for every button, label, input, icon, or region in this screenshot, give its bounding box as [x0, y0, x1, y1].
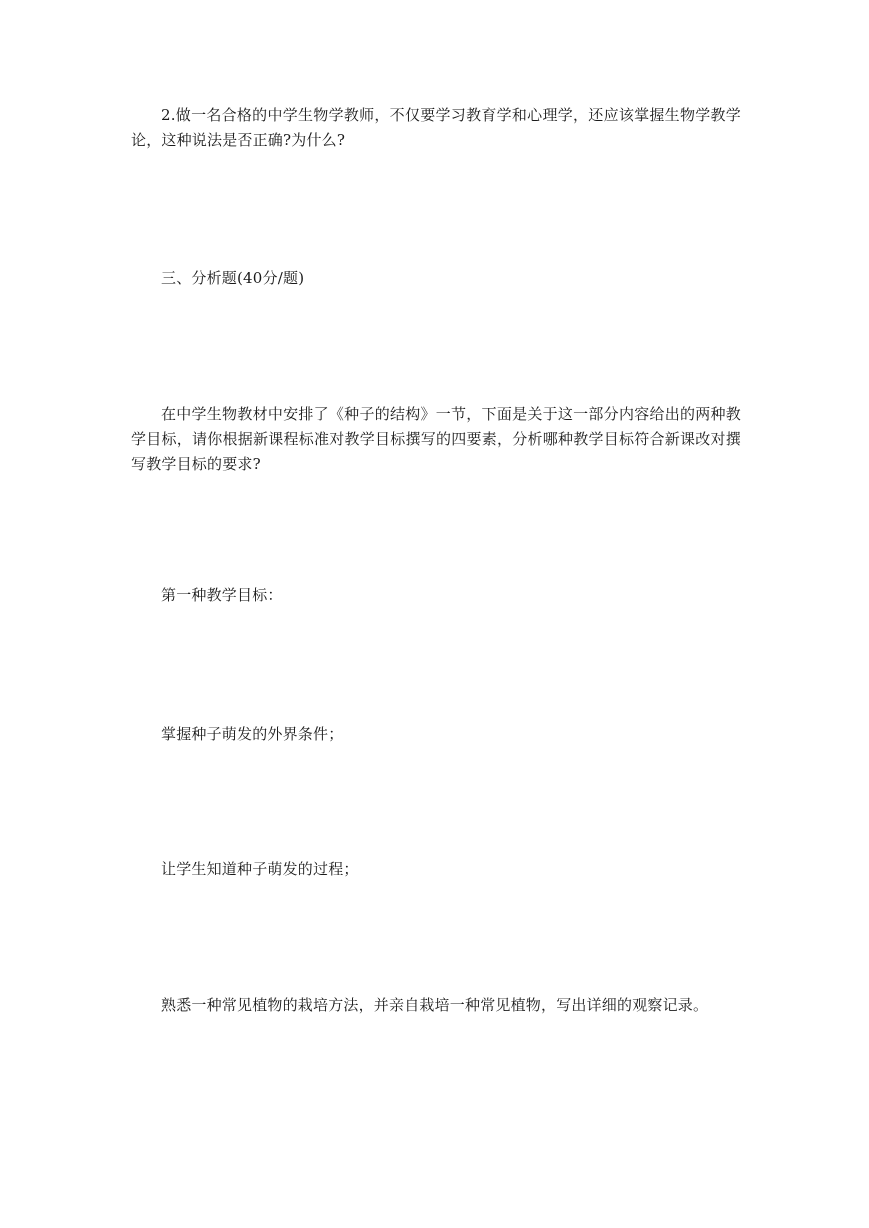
- question-2-text: 2.做一名合格的中学生物学教师，不仅要学习教育学和心理学，还应该掌握生物学教学论，这种说法是否正确?为什么?: [131, 106, 741, 149]
- goal-item-2: 让学生知道种子萌发的过程；: [161, 860, 359, 878]
- analysis-question-text: 在中学生物教材中安排了《种子的结构》一节，下面是关于这一部分内容给出的两种教学目标，请你根据新课程标准对教学目标撰写的四要素，分析哪种教学目标符合新课改对撰写教学目标的要求?: [131, 405, 741, 473]
- goal-item-1: 掌握种子萌发的外界条件；: [161, 725, 344, 743]
- goal-item-3: 熟悉一种常见植物的栽培方法，并亲自栽培一种常见植物，写出详细的观察记录。: [161, 996, 709, 1014]
- section-3-heading: 三、分析题(40分/题): [161, 269, 305, 287]
- first-goal-label: 第一种教学目标：: [161, 586, 283, 604]
